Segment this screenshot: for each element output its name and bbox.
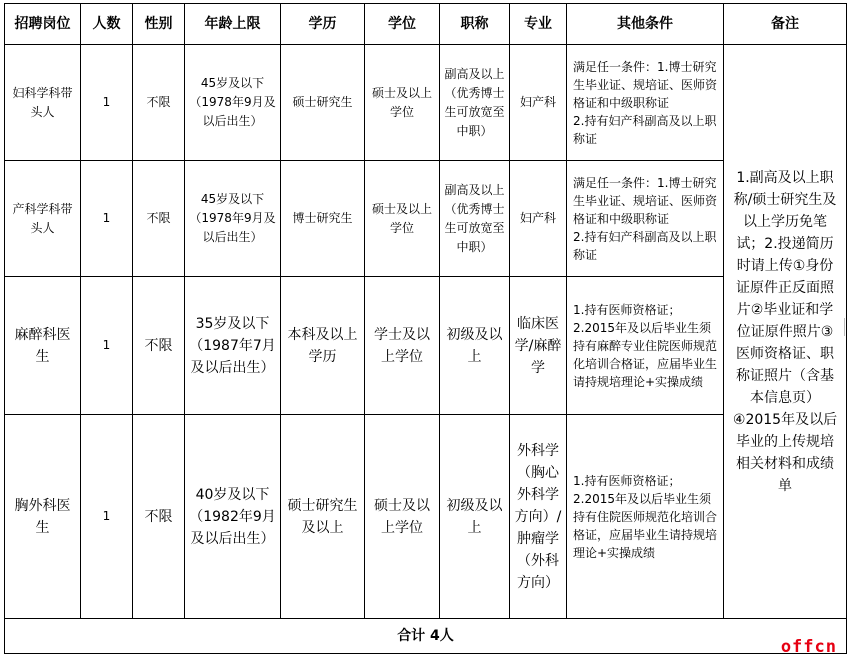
header-education: 学历 — [281, 4, 365, 45]
header-title: 职称 — [440, 4, 510, 45]
condition-line: 满足任一条件：1.博士研究生毕业证、规培证、医师资格证和中级职称证 — [573, 175, 718, 226]
cell-education: 本科及以上学历 — [281, 277, 365, 415]
condition-line: 2.持有妇产科副高及以上职称证 — [573, 229, 717, 262]
header-remarks: 备注 — [724, 4, 847, 45]
cell-conditions — [567, 161, 724, 277]
cell-count: 1 — [81, 45, 133, 161]
header-major: 专业 — [510, 4, 567, 45]
condition-line: 1.持有医师资格证； — [573, 473, 681, 488]
cell-count: 1 — [81, 415, 133, 619]
header-gender: 性别 — [133, 4, 185, 45]
cell-education: 硕士研究生 — [281, 45, 365, 161]
condition-line: 2.2015年及以后毕业生须持有麻醉专业住院医师规范化培训合格证，应届毕业生请持规培理论+实操成绩 — [573, 320, 718, 389]
cell-gender: 不限 — [133, 415, 185, 619]
cell-education: 博士研究生 — [281, 161, 365, 277]
cell-major: 临床医学/麻醉学 — [510, 277, 567, 415]
cell-degree: 硕士及以上学位 — [365, 161, 440, 277]
cell-age: 45岁及以下（1978年9月及以后出生） — [185, 45, 281, 161]
header-post: 招聘岗位 — [5, 4, 81, 45]
cell-title: 副高及以上（优秀博士生可放宽至中职） — [440, 45, 510, 161]
header-age: 年龄上限 — [185, 4, 281, 45]
table-row — [5, 45, 847, 161]
cell-major: 妇产科 — [510, 45, 567, 161]
cell-title: 副高及以上（优秀博士生可放宽至中职） — [440, 161, 510, 277]
cell-age: 40岁及以下（1982年9月及以后出生） — [185, 415, 281, 619]
cell-post: 妇科学科带头人 — [5, 45, 81, 161]
cell-age: 45岁及以下（1978年9月及以后出生） — [185, 161, 281, 277]
cell-degree: 学士及以上学位 — [365, 277, 440, 415]
header-degree: 学位 — [365, 4, 440, 45]
cell-conditions — [567, 45, 724, 161]
header-count: 人数 — [81, 4, 133, 45]
condition-line: 满足任一条件：1.博士研究生毕业证、规培证、医师资格证和中级职称证 — [573, 59, 718, 110]
condition-line: 2.持有妇产科副高及以上职称证 — [573, 113, 717, 146]
header-conditions: 其他条件 — [567, 4, 724, 45]
watermark-logo: offcn — [780, 637, 837, 657]
cell-post: 麻醉科医生 — [5, 277, 81, 415]
header-row — [5, 4, 847, 45]
cell-major: 外科学（胸心外科学方向）/肿瘤学（外科方向） — [510, 415, 567, 619]
cell-degree: 硕士及以上学位 — [365, 415, 440, 619]
cell-gender: 不限 — [133, 277, 185, 415]
table-row — [5, 161, 847, 277]
cell-post: 胸外科医生 — [5, 415, 81, 619]
table-row — [5, 415, 847, 619]
cell-gender: 不限 — [133, 45, 185, 161]
cell-title: 初级及以上 — [440, 415, 510, 619]
recruitment-table — [4, 3, 847, 654]
cell-count: 1 — [81, 161, 133, 277]
scroll-edge-marker — [844, 318, 851, 336]
cell-age: 35岁及以下（1987年7月及以后出生） — [185, 277, 281, 415]
condition-line: 1.持有医师资格证； — [573, 302, 681, 317]
total-row — [5, 619, 847, 654]
cell-post: 产科学科带头人 — [5, 161, 81, 277]
cell-conditions — [567, 277, 724, 415]
cell-count: 1 — [81, 277, 133, 415]
cell-title: 初级及以上 — [440, 277, 510, 415]
cell-remarks: 1.副高及以上职称/硕士研究生及以上学历免笔试；2.投递简历时请上传①身份证原件正反面照片②毕业证和学位证原件照片③医师资格证、职称证照片（含基本信息页）④2015年及以后毕业的上传规培相关材料和成绩单 — [724, 45, 847, 619]
cell-conditions — [567, 415, 724, 619]
cell-degree: 硕士及以上学位 — [365, 45, 440, 161]
total-cell: 合计 4人 — [5, 619, 847, 654]
cell-education: 硕士研究生及以上 — [281, 415, 365, 619]
cell-major: 妇产科 — [510, 161, 567, 277]
table-row — [5, 277, 847, 415]
cell-gender: 不限 — [133, 161, 185, 277]
condition-line: 2.2015年及以后毕业生须持有住院医师规范化培训合格证，应届毕业生请持规培理论+实操成绩 — [573, 491, 718, 560]
recruitment-table-container — [4, 3, 847, 654]
